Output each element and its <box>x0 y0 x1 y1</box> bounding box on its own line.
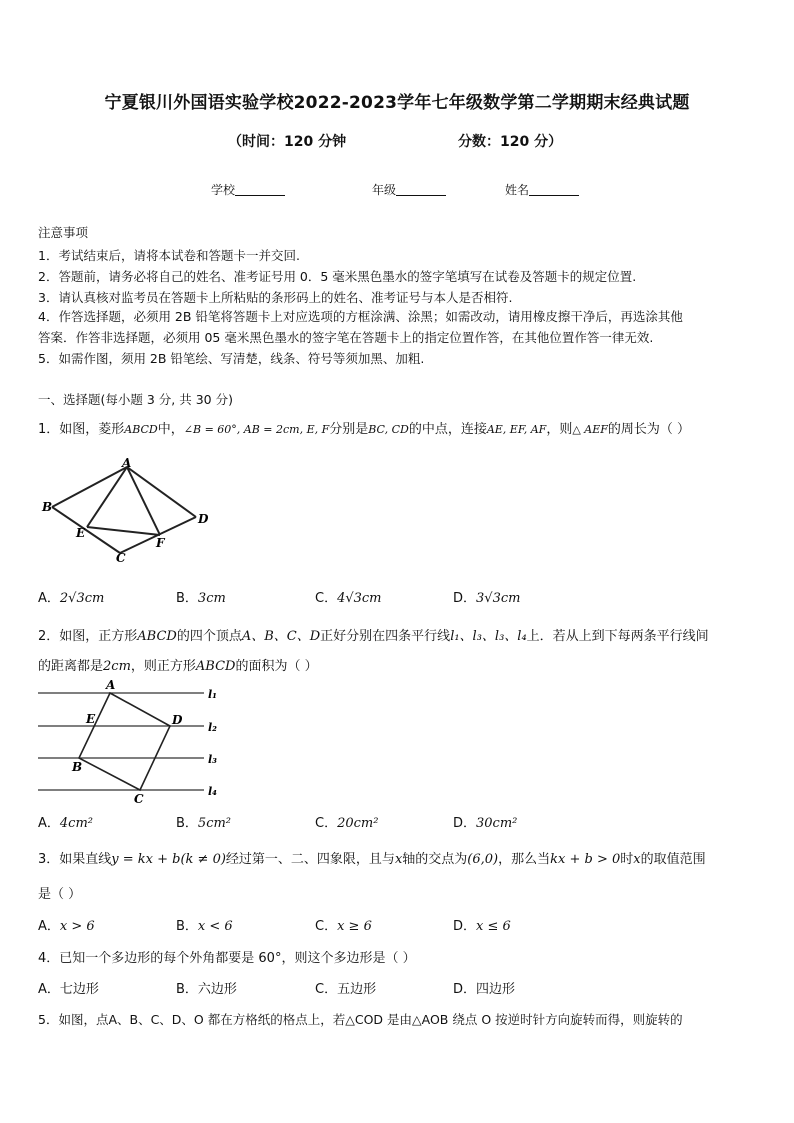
exam-time: （时间：120 分钟 <box>228 134 347 150</box>
name-label: 姓名 <box>505 183 530 197</box>
question-3-stem-line2: 是（ ） <box>38 887 82 902</box>
svg-text:A: A <box>122 456 132 470</box>
option-d[interactable]: D．30cm² <box>453 816 518 831</box>
svg-text:C: C <box>116 551 126 565</box>
option-a[interactable]: A．2√3cm <box>38 591 105 606</box>
option-c[interactable]: C．x ≥ 6 <box>315 919 372 934</box>
question-4-stem: 4．已知一个多边形的每个外角都要是 60°，则这个多边形是（ ） <box>38 951 416 966</box>
notice-item: 2．答题前，请务必将自己的姓名、准考证号用 0．5 毫米黑色墨水的签字笔填写在试卷及答题卡的规定位置. <box>38 269 637 284</box>
notice-item: 4．作答选择题，必须用 2B 铅笔将答题卡上对应选项的方框涂满、涂黑；如需改动，请用橡皮擦干净后，再选涂其他 <box>38 309 683 324</box>
option-c[interactable]: C．五边形 <box>315 982 377 997</box>
option-b[interactable]: B．x < 6 <box>176 919 233 934</box>
svg-text:C: C <box>134 792 144 806</box>
svg-text:B: B <box>72 760 83 774</box>
question-1-figure <box>40 455 220 570</box>
option-d[interactable]: D．3√3cm <box>453 591 521 606</box>
svg-text:F: F <box>156 536 165 550</box>
svg-text:l₄: l₄ <box>208 785 217 798</box>
svg-text:E: E <box>86 712 96 726</box>
name-blank <box>529 183 579 196</box>
question-2-stem: 2．如图，正方形ABCD的四个顶点A、B、C、D正好分别在四条平行线l₁、l₃、l₃、l₄上．若从上到下每两条平行线间 <box>38 629 709 644</box>
notice-item: 1．考试结束后，请将本试卷和答题卡一并交回. <box>38 248 300 263</box>
option-b[interactable]: B．5cm² <box>176 816 232 831</box>
svg-text:D: D <box>172 713 183 727</box>
svg-text:A: A <box>106 678 116 692</box>
option-c[interactable]: C．4√3cm <box>315 591 382 606</box>
svg-text:l₃: l₃ <box>208 753 217 766</box>
option-b[interactable]: B．3cm <box>176 591 226 606</box>
option-a[interactable]: A．七边形 <box>38 982 99 997</box>
option-d[interactable]: D．x ≤ 6 <box>453 919 511 934</box>
svg-text:D: D <box>198 512 209 526</box>
notice-item: 答案．作答非选择题，必须用 05 毫米黑色墨水的签字笔在答题卡上的指定位置作答，在其他位置作答一律无效. <box>38 330 654 345</box>
question-2-figure <box>38 678 228 806</box>
grade-blank <box>396 183 446 196</box>
grade-label: 年级 <box>372 183 397 197</box>
option-a[interactable]: A．4cm² <box>38 816 93 831</box>
svg-text:E: E <box>76 526 86 540</box>
option-a[interactable]: A．x > 6 <box>38 919 95 934</box>
section-heading: 一、选择题(每小题 3 分, 共 30 分) <box>38 392 233 407</box>
option-b[interactable]: B．六边形 <box>176 982 237 997</box>
school-label: 学校 <box>211 183 236 197</box>
name-field <box>505 181 579 198</box>
question-5-stem: 5．如图，点A、B、C、D、O 都在方格纸的格点上，若△COD 是由△AOB 绕点 O 按逆时针方向旋转而得，则旋转的 <box>38 1012 683 1027</box>
option-d[interactable]: D．四边形 <box>453 982 516 997</box>
notice-item: 3．请认真核对监考员在答题卡上所粘贴的条形码上的姓名、准考证号与本人是否相符. <box>38 290 513 305</box>
svg-text:l₁: l₁ <box>208 688 217 701</box>
grade-field <box>372 181 446 198</box>
exam-title: 宁夏银川外国语实验学校2022-2023学年七年级数学第二学期期末经典试题 <box>104 93 690 113</box>
notice-item: 5．如需作图，须用 2B 铅笔绘、写清楚，线条、符号等须加黑、加粗. <box>38 351 425 366</box>
notice-heading: 注意事项 <box>38 225 89 240</box>
svg-text:l₂: l₂ <box>208 721 217 734</box>
school-field <box>211 181 285 198</box>
svg-text:B: B <box>42 500 53 514</box>
question-3-stem: 3．如果直线y = kx + b(k ≠ 0)经过第一、二、四象限，且与x轴的交点为(6,0)，那么当kx + b > 0时x的取值范围 <box>38 852 706 867</box>
question-1-stem: 1．如图，菱形ABCD中，∠B = 60°, AB = 2cm, E, F分别是BC, CD的中点，连接AE, EF, AF，则△ AEF的周长为（ ） <box>38 422 691 437</box>
exam-score: 分数：120 分） <box>458 134 563 150</box>
option-c[interactable]: C．20cm² <box>315 816 379 831</box>
question-2-stem-line2: 的距离都是2cm，则正方形ABCD的面积为（ ） <box>38 659 318 674</box>
school-blank <box>235 183 285 196</box>
